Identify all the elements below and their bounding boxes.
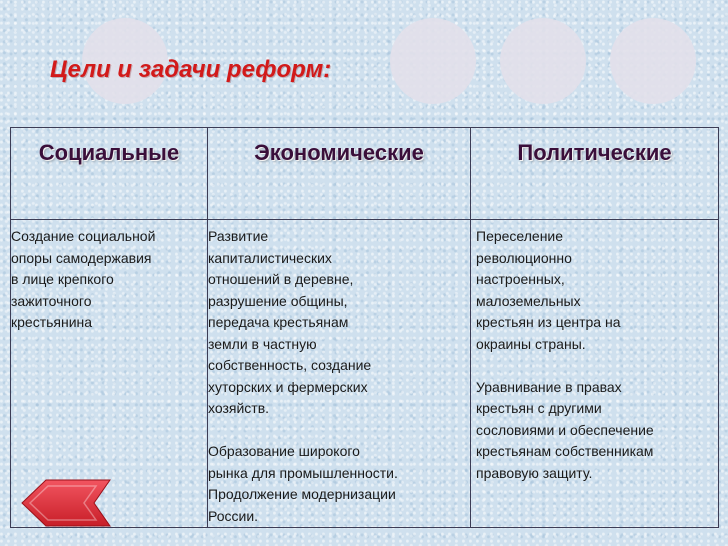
header-political: Политические <box>471 128 719 220</box>
cell-economic-text: Развитие капиталистических отношений в деревне, разрушение общины, передача крестьянам земли в частную собственность, создание хуторских и фермерских хозяйств. Образование широкого рынка для промышленности. Продолжение модернизации России. <box>208 228 398 524</box>
decor-circle <box>610 18 696 104</box>
back-button[interactable] <box>20 478 112 528</box>
decor-circle <box>500 18 586 104</box>
slide-title: Цели и задачи реформ: <box>50 56 332 83</box>
table-row <box>11 220 719 528</box>
header-social: Социальные <box>11 128 208 220</box>
header-economic: Экономические <box>208 128 471 220</box>
cell-political <box>471 220 719 528</box>
cell-social-text: Создание социальной опоры самодержавия в лице крепкого зажиточного крестьянина <box>11 228 156 330</box>
back-arrow-icon <box>20 478 112 528</box>
cell-economic <box>208 220 471 528</box>
decor-circle <box>390 18 476 104</box>
table-header-row <box>11 128 719 220</box>
cell-political-text: Переселение революционно настроенных, малоземельных крестьян из центра на окраины страны. Уравнивание в правах крестьян с другими сословиями и обеспечение крестьянам собственникам правовую защиту. <box>476 228 654 481</box>
reform-goals-table <box>10 127 719 528</box>
